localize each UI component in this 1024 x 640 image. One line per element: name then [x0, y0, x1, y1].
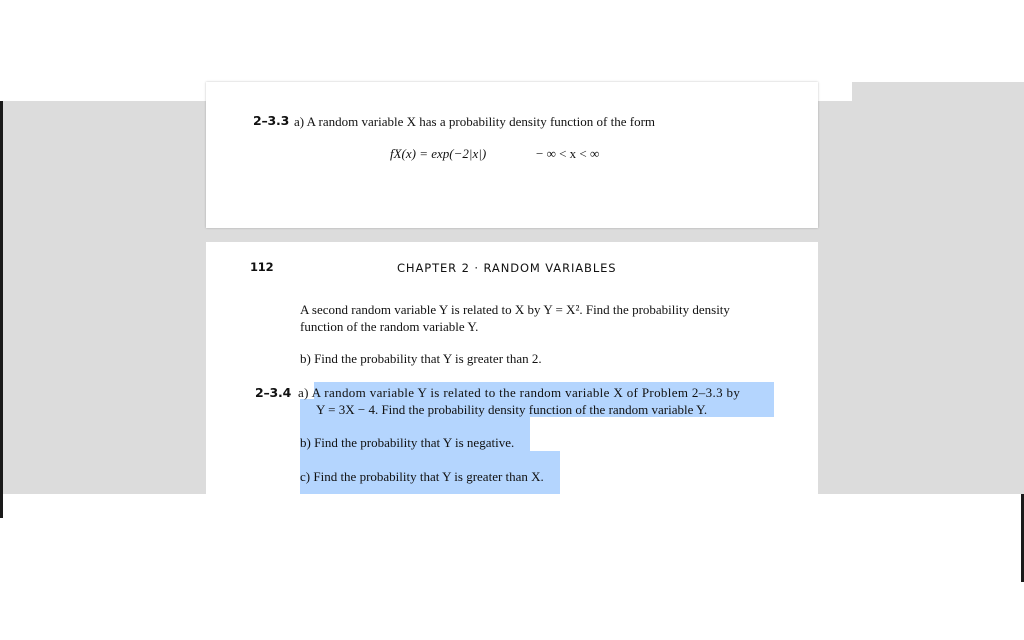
- problem-2-3-4-part-b[interactable]: b) Find the probability that Y is negative.: [300, 435, 515, 450]
- problem-2-3-4-part-a-line-2[interactable]: Y = 3X − 4. Find the probability density function of the random variable Y.: [316, 402, 708, 417]
- problem-2-3-4-part-c[interactable]: c) Find the probability that Y is greater than X.: [300, 469, 544, 484]
- problem-2-3-3-part-b[interactable]: b) Find the probability that Y is greater than 2.: [300, 351, 542, 366]
- page-top-fragment: [206, 82, 818, 228]
- continuation-line-1[interactable]: A second random variable Y is related to X by Y = X². Find the probability density: [300, 302, 730, 317]
- problem-number-2-3-3: 2–3.3: [253, 113, 290, 128]
- viewer-background-top-right: [852, 82, 1024, 102]
- blank-area-bottom: [87, 494, 905, 640]
- density-equation[interactable]: fX(x) = exp(−2|x|): [390, 146, 487, 161]
- chapter-header: CHAPTER 2 · RANDOM VARIABLES: [397, 261, 617, 275]
- problem-2-3-3-part-a[interactable]: a) A random variable X has a probability density function of the form: [294, 114, 656, 129]
- problem-2-3-4-part-a-line-1[interactable]: a) A random variable Y is related to the random variable X of Problem 2–3.3 by: [298, 385, 741, 400]
- selection-highlight-gap-2: [300, 451, 560, 467]
- continuation-line-2[interactable]: function of the random variable Y.: [300, 319, 479, 334]
- window-left-edge: [0, 101, 3, 518]
- page-number: 112: [250, 260, 274, 274]
- selection-highlight-gap-1: [300, 417, 530, 433]
- problem-number-2-3-4: 2–3.4: [255, 385, 292, 400]
- density-range[interactable]: − ∞ < x < ∞: [536, 146, 600, 161]
